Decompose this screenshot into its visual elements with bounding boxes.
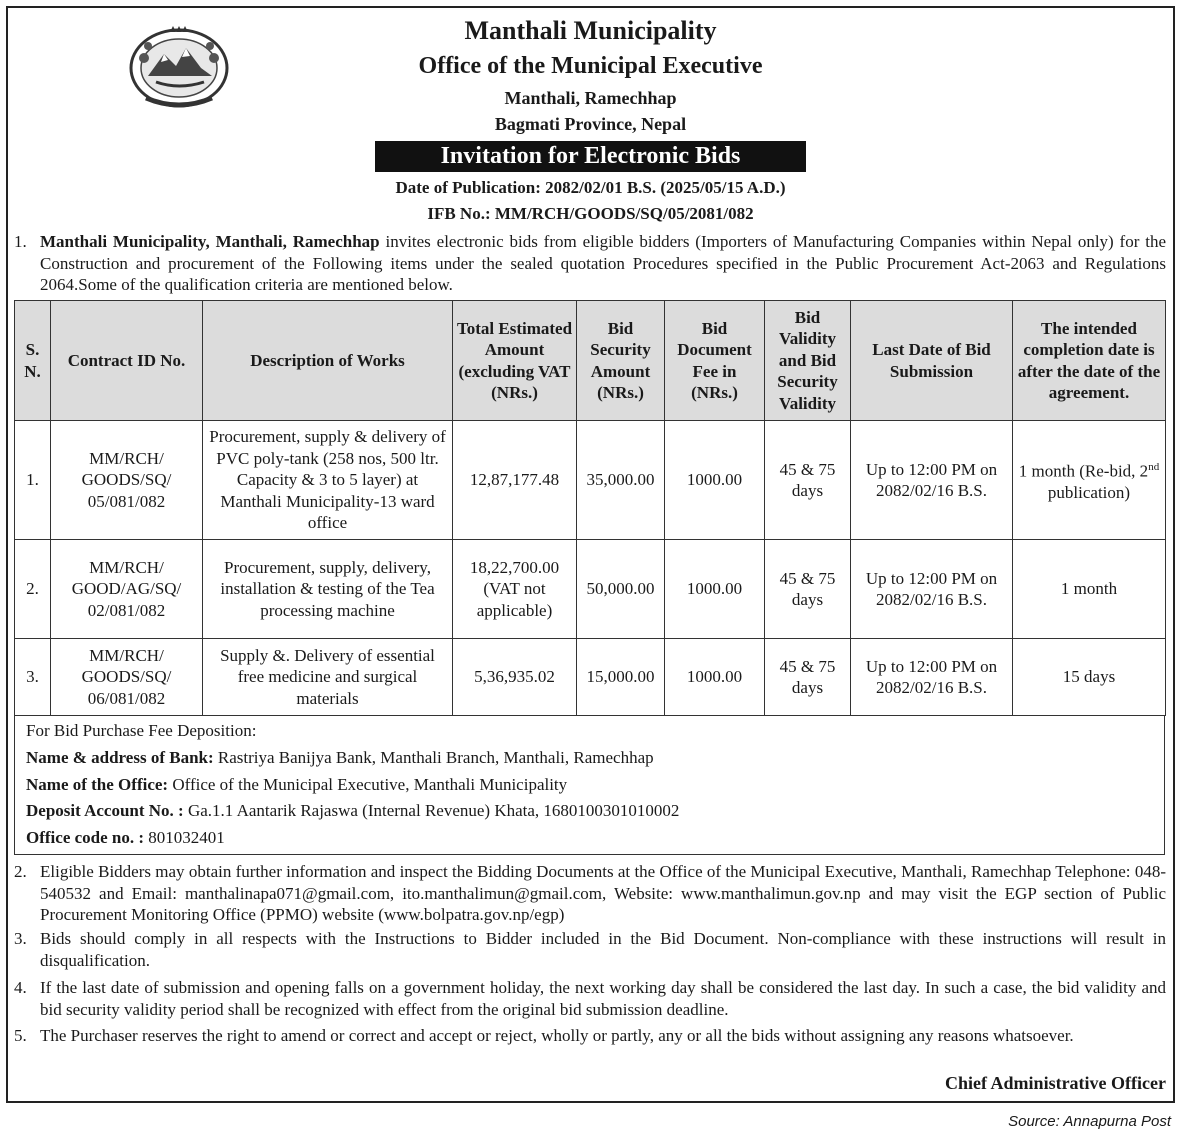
paragraph-5-text: The Purchaser reserves the right to amend or correct and accept or reject, wholly or partly, any or all the bids without assigning any reasons whatsoever. [40,1026,1074,1045]
cell-fee: 1000.00 [665,639,765,716]
cell-sn: 1. [15,421,51,540]
fee-intro: For Bid Purchase Fee Deposition: [26,721,257,740]
table-row [15,421,1166,540]
office-title: Office of the Municipal Executive [418,53,763,79]
cell-total: 5,36,935.02 [453,639,577,716]
office-code-label: Office code no. : [26,828,145,847]
completion-text-a: 1 month (Re-bid, 2 [1018,461,1149,481]
header-completion: The intended completion date is after the date of the agreement. [1013,301,1166,421]
header-lastdate: Last Date of Bid Submission [851,301,1013,421]
cell-validity: 45 & 75 days [765,540,851,639]
account-value: Ga.1.1 Aantarik Rajaswa (Internal Revenue) Khata, 1680100301010002 [183,801,680,820]
completion-sup: nd [1148,460,1160,473]
cell-total [453,540,577,639]
address-line: Manthali, Ramechhap [504,88,677,108]
office-value: Office of the Municipal Executive, Manthali Municipality [168,775,568,794]
paragraph-1-bold: Manthali Municipality, Manthali, Ramechhap [40,232,380,251]
paragraph-4-text: If the last date of submission and opening falls on a government holiday, the next working day shall be considered the last day. In such a case, the bid validity and bid security validity period shall be recognized with effect from the original bid submission deadline. [40,978,1166,1019]
table-header-row [15,301,1166,421]
header-desc: Description of Works [203,301,453,421]
header-validity: Bid Validity and Bid Security Validity [765,301,851,421]
total-value: 18,22,700.00 [469,557,560,577]
office-code-value: 801032401 [144,828,225,847]
cell-total: 12,87,177.48 [453,421,577,540]
signature-title: Chief Administrative Officer [945,1073,1166,1093]
paragraph-number: 4. [14,978,27,997]
header-fee: Bid Document Fee in (NRs.) [665,301,765,421]
office-label: Name of the Office: [26,775,169,794]
cell-completion [1013,421,1166,540]
notice-banner: Invitation for Electronic Bids [375,141,806,172]
table-row [15,540,1166,639]
cell-validity: 45 & 75 days [765,639,851,716]
cell-fee: 1000.00 [665,540,765,639]
cell-contract: MM/RCH/ GOODS/SQ/ 06/081/082 [51,639,203,716]
paragraph-1 [14,231,1166,296]
office-code-line [26,828,225,848]
bank-label: Name & address of Bank: [26,748,214,767]
cell-desc: Procurement, supply, delivery, installation & testing of the Tea processing machine [203,540,453,639]
total-note: (VAT not applicable) [476,579,553,620]
account-line [26,801,679,821]
paragraph-5 [14,1025,1166,1047]
municipality-title: Manthali Municipality [464,16,717,45]
header-security: Bid Security Amount (NRs.) [577,301,665,421]
cell-security: 50,000.00 [577,540,665,639]
account-label: Deposit Account No. : [26,801,184,820]
paragraph-1-text: invites electronic bids from eligible bidders (Importers of Manufacturing Companies within Nepal only) for the Construction and procurement of the Following items under the sealed quotation Procedures specified in the Public Procurement Act-2063 and Regulations 2064.Some of the qualification criteria are mentioned below. [40,232,1166,294]
bank-value: Rastriya Banijya Bank, Manthali Branch, Manthali, Ramechhap [213,748,654,767]
table-row [15,639,1166,716]
header-sn: S. N. [15,301,51,421]
paragraph-number: 1. [14,232,27,251]
cell-sn: 2. [15,540,51,639]
publication-date: Date of Publication: 2082/02/01 B.S. (2025/05/15 A.D.) [395,178,786,197]
cell-desc: Procurement, supply & delivery of PVC poly-tank (258 nos, 500 ltr. Capacity & 3 to 5 layer) at Manthali Municipality-13 ward office [203,421,453,540]
cell-validity: 45 & 75 days [765,421,851,540]
paragraph-2-text: Eligible Bidders may obtain further information and inspect the Bidding Documents at the Office of the Municipal Executive, Manthali, Ramechhap Telephone: 048-540532 and Email: manthalinapa071@gmail.com, ito.manthalimun@gmail.com, Website: www.manthalimun.gov.np and may visit the EGP section of Public Procurement Monitoring Office (PPMO) website (www.bolpatra.gov.np/egp) [40,862,1166,924]
cell-lastdate: Up to 12:00 PM on 2082/02/16 B.S. [851,639,1013,716]
paragraph-2 [14,861,1166,926]
fee-deposit-box [14,715,1165,855]
paragraph-number: 2. [14,862,27,881]
cell-security: 35,000.00 [577,421,665,540]
ifb-number: IFB No.: MM/RCH/GOODS/SQ/05/2081/082 [427,204,754,223]
paragraph-4 [14,977,1166,1020]
bids-table [14,300,1166,716]
source-credit: Source: Annapurna Post [1008,1113,1171,1130]
cell-contract: MM/RCH/ GOODS/SQ/ 05/081/082 [51,421,203,540]
paragraph-number: 3. [14,929,27,948]
bank-line [26,748,654,768]
cell-fee: 1000.00 [665,421,765,540]
cell-lastdate: Up to 12:00 PM on 2082/02/16 B.S. [851,421,1013,540]
province-line: Bagmati Province, Nepal [494,114,687,134]
cell-desc: Supply &. Delivery of essential free medicine and surgical materials [203,639,453,716]
paragraph-3 [14,928,1166,971]
cell-sn: 3. [15,639,51,716]
paragraph-3-text: Bids should comply in all respects with the Instructions to Bidder included in the Bid Document. Non-compliance with these instructions will result in disqualification. [40,929,1166,970]
cell-security: 15,000.00 [577,639,665,716]
paragraph-number: 5. [14,1026,27,1045]
cell-completion: 1 month [1013,540,1166,639]
header-contract: Contract ID No. [51,301,203,421]
header-total: Total Estimated Amount (excluding VAT (NRs.) [453,301,577,421]
cell-lastdate: Up to 12:00 PM on 2082/02/16 B.S. [851,540,1013,639]
cell-completion: 15 days [1013,639,1166,716]
cell-contract: MM/RCH/ GOOD/AG/SQ/ 02/081/082 [51,540,203,639]
completion-text-b: publication) [1047,482,1131,502]
office-line [26,775,567,795]
